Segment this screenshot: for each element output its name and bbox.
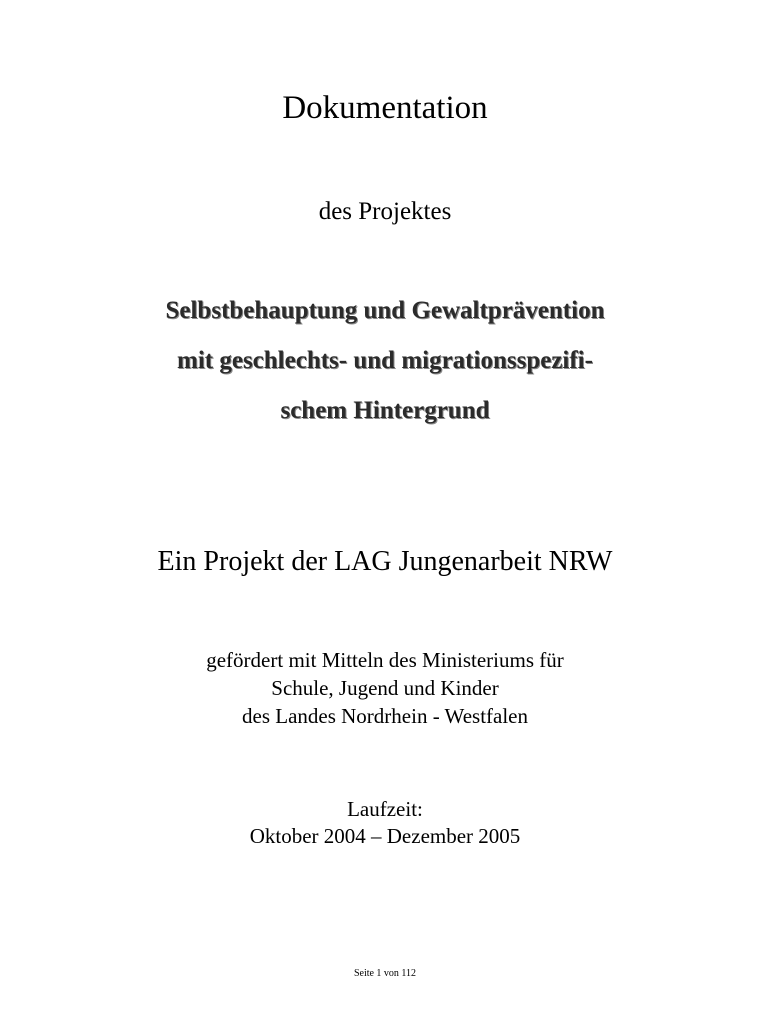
- organization-line: Ein Projekt der LAG Jungenarbeit NRW: [157, 546, 613, 577]
- funding-line-2: Schule, Jugend und Kinder: [271, 676, 499, 700]
- document-title: Dokumentation: [282, 90, 488, 126]
- project-title-line-2: mit geschlechts- und migrationsspezifi-: [177, 347, 593, 374]
- runtime-label: Laufzeit:: [347, 797, 423, 821]
- document-subtitle: des Projektes: [318, 198, 452, 225]
- project-title-line-1: Selbstbehauptung und Gewaltprävention: [165, 297, 605, 324]
- project-title-line-3: schem Hintergrund: [280, 397, 490, 424]
- page-footer: Seite 1 von 112: [353, 968, 417, 979]
- funding-line-1: gefördert mit Mitteln des Ministeriums für: [206, 648, 564, 672]
- runtime-value: Oktober 2004 – Dezember 2005: [249, 824, 521, 848]
- funding-line-3: des Landes Nordrhein - Westfalen: [242, 704, 528, 728]
